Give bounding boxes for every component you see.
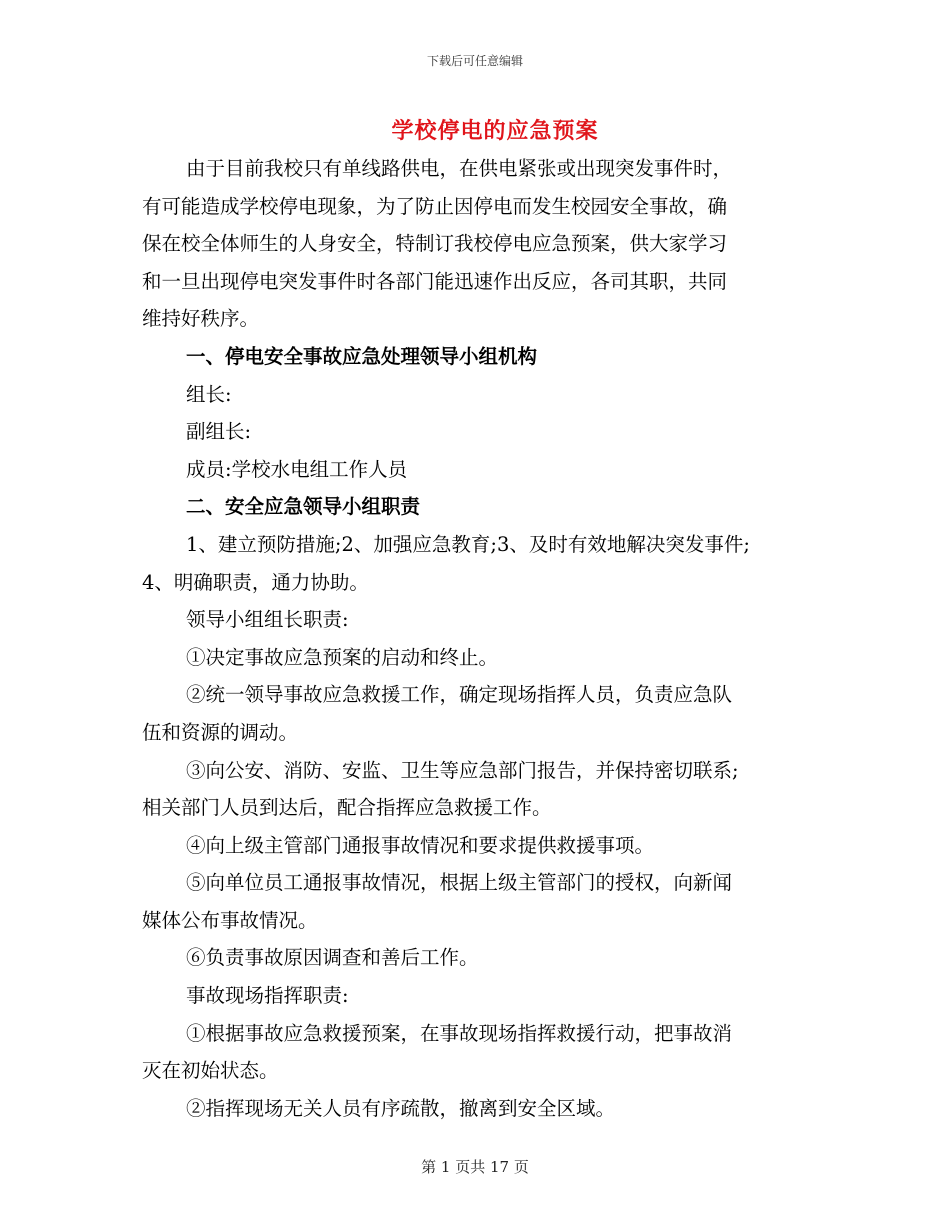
- list-item: ⑥负责事故原因调查和善后工作。: [186, 946, 479, 970]
- list-item: ③向公安、消防、安监、卫生等应急部门报告，并保持密切联系;: [186, 758, 739, 782]
- list-item: ①根据事故应急救援预案，在事故现场指挥救援行动，把事故消: [186, 1021, 733, 1045]
- paragraph-line: 保在校全体师生的人身安全，特制订我校停电应急预案，供大家学习: [142, 232, 728, 256]
- list-item-continuation: 相关部门人员到达后，配合指挥应急救援工作。: [142, 796, 552, 820]
- paragraph-line: 成员:学校水电组工作人员: [186, 457, 408, 481]
- paragraph-line: 组长:: [186, 382, 232, 406]
- paragraph-line: 由于目前我校只有单线路供电，在供电紧张或出现突发事件时，: [186, 157, 733, 180]
- document-body: [142, 150, 817, 1127]
- section-heading: 一、停电安全事故应急处理领导小组机构: [186, 344, 538, 368]
- list-item: ④向上级主管部门通报事故情况和要求提供救援事项。: [186, 833, 655, 857]
- paragraph-line: 维持好秩序。: [142, 307, 260, 331]
- list-item: ⑤向单位员工通报事故情况，根据上级主管部门的授权，向新闻: [186, 871, 733, 895]
- list-item: ①决定事故应急预案的启动和终止。: [186, 645, 499, 669]
- paragraph-line: 4、明确职责，通力协助。: [142, 570, 369, 594]
- paragraph-line: 领导小组组长职责:: [186, 608, 349, 632]
- page-footer: 第 1 页共 17 页: [421, 1158, 529, 1176]
- list-item-continuation: 灭在初始状态。: [142, 1059, 279, 1083]
- list-item-continuation: 媒体公布事故情况。: [142, 908, 318, 932]
- list-item: ②统一领导事故应急救援工作，确定现场指挥人员，负责应急队: [186, 683, 733, 707]
- list-item-continuation: 伍和资源的调动。: [142, 720, 299, 744]
- document-title: 学校停电的应急预案: [391, 118, 599, 144]
- page-header: 下载后可任意编辑: [426, 54, 523, 68]
- paragraph-line: 1、建立预防措施;2、加强应急教育;3、及时有效地解决突发事件;: [186, 532, 750, 556]
- paragraph-line: 和一旦出现停电突发事件时各部门能迅速作出反应，各司其职，共同: [142, 269, 728, 293]
- paragraph-line: 副组长:: [186, 420, 252, 444]
- list-item: ②指挥现场无关人员有序疏散，撤离到安全区域。: [186, 1096, 616, 1120]
- section-heading: 二、安全应急领导小组职责: [186, 495, 421, 519]
- paragraph-line: 有可能造成学校停电现象，为了防止因停电而发生校园安全事故，确: [142, 194, 728, 218]
- paragraph-line: 事故现场指挥职责:: [186, 984, 349, 1008]
